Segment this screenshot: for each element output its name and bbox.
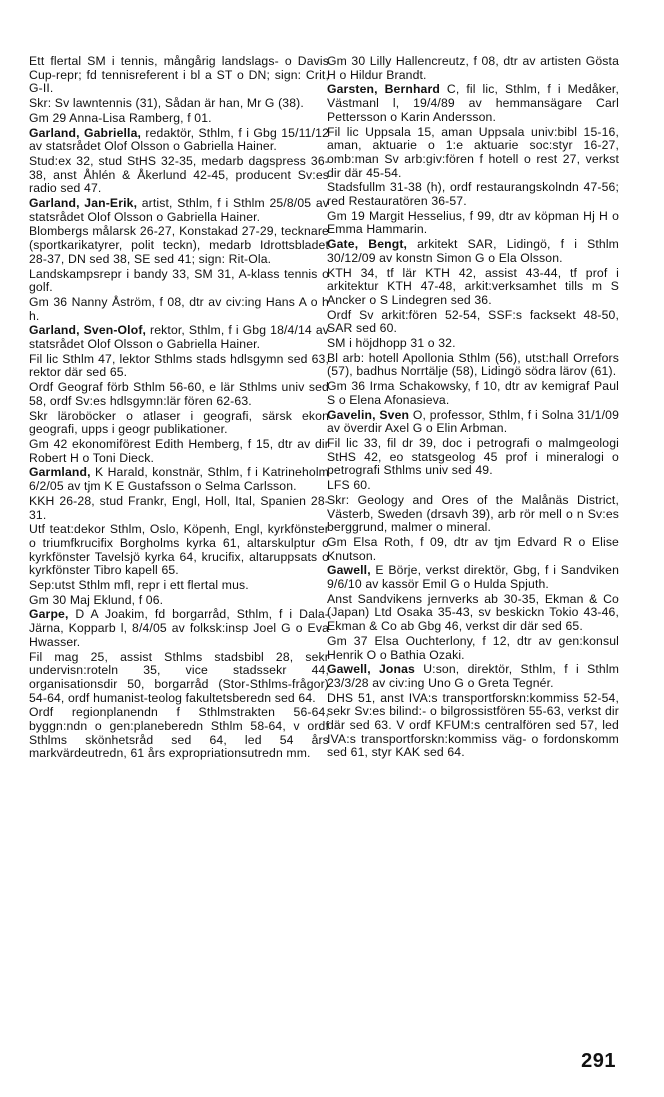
entry-paragraph [327, 692, 619, 761]
left-column [29, 55, 329, 762]
entry-text: Blombergs målarsk 26-27, Konstakad 27-29, tecknare (sportkarikatyrer, polit teckn), medarb Idrottsbladet 28-37, DN sed 38, SE sed 41; sign: Rit-Ola. [29, 224, 329, 266]
entry-text: arkitekt SAR, Lidingö, f i Sthlm 30/12/09 av konstn Simon G o Ela Olsson. [327, 237, 619, 265]
entry-text: Skr läroböcker o atlaser i geografi, särsk ekon geografi, upps i geogr publikationer. [29, 408, 329, 437]
entry-paragraph [327, 564, 619, 591]
entry-paragraph [29, 466, 329, 493]
entry-text: Gm 30 Lilly Hallencreutz, f 08, dtr av artisten Gösta H o Hildur Brandt. [327, 54, 619, 82]
entry-text: Bl arb: hotell Apollonia Sthlm (56), utst:hall Orrefors (57), badhus Norrtälje (58), Lidingö södra lärov (61). [327, 350, 619, 379]
entry-text: Gm Elsa Roth, f 09, dtr av tjm Edvard R o Elise Knutson. [327, 534, 619, 563]
entry-text: K Harald, konstnär, Sthlm, f i Katrineholm 6/2/05 av tjm K E Gustafsson o Selma Carlsson. [29, 465, 329, 494]
entry-paragraph [327, 663, 619, 690]
entry-paragraph [327, 83, 619, 124]
entry-text: Gm 36 Irma Schakowsky, f 10, dtr av kemigraf Paul S o Elena Afonasieva. [327, 379, 619, 407]
entry-text: Gm 36 Nanny Åström, f 08, dtr av civ:ing Hans A o h h. [29, 294, 329, 323]
entry-text: Ordf Sv arkit:fören 52-54, SSF:s facksekt 48-50, SAR sed 60. [327, 307, 619, 336]
entry-paragraph [29, 324, 329, 351]
entry-paragraph [29, 523, 329, 578]
entry-paragraph [327, 479, 619, 493]
entry-paragraph [327, 181, 619, 208]
entry-text: Fil mag 25, assist Sthlms stadsbibl 28, sekr undervisn:roteln 35, vice stadssekr 44, organisationsdir 50, borgarråd (Stor-Sthlms-frågor) 54-64, ordf humanist-teolog fakultetsberedn sed 64. [29, 649, 329, 705]
entry-paragraph [327, 267, 619, 308]
entry-paragraph [29, 594, 329, 608]
entry-text: SM i höjdhopp 31 o 32. [327, 336, 456, 351]
entry-name: Gavelin, Sven [327, 407, 410, 422]
entry-paragraph [29, 127, 329, 154]
entry-text: U:son, direktör, Sthlm, f i Sthlm 23/3/28 av civ:ing Uno G o Greta Tegnér. [327, 662, 620, 690]
entry-text: Ordf Geograf förb Sthlm 56-60, e lär Sthlms univ sed 58, ordf Sv:es hdlsgymn:lär fören 62-63. [29, 380, 329, 408]
entry-text: Anst Sandvikens jernverks ab 30-35, Ekman & Co (Japan) Ltd Osaka 35-43, sv beskickn Tokio 43-46, Ekman & Co ab Gbg 46, verkst dir där sed 65. [327, 591, 619, 634]
entry-text: Gm 37 Elsa Ouchterlony, f 12, dtr av gen:konsul Henrik O o Bathia Ozaki. [327, 633, 619, 662]
entry-text: DHS 51, anst IVA:s transportforskn:kommiss 52-54, sekr Sv:es bilind:- o bilgrossistfören 55-63, verkst dir där sed 63. V ordf KFUM:s centralfören sed 57, led IVA:s transportforskn:kommiss väg- o fordonskomm sed 61, styr KAK sed 64. [327, 690, 619, 760]
page-number: 291 [581, 1050, 616, 1072]
entry-text: KKH 26-28, stud Frankr, Engl, Holl, Ital, Spanien 28-31. [29, 493, 329, 522]
entry-paragraph [327, 210, 619, 237]
entry-text: D A Joakim, fd borgarråd, Sthlm, f i Dala-Järna, Kopparb l, 8/4/05 av folksk:insp Joel G o Eva Hwasser. [29, 607, 329, 649]
entry-paragraph [29, 381, 329, 408]
entry-paragraph [327, 437, 619, 478]
entry-text: Skr: Sv lawntennis (31), Sådan är han, Mr G (38). [29, 96, 304, 111]
entry-text: O, professor, Sthlm, f i Solna 31/1/09 av överdir Axel G o Elin Arbman. [327, 407, 620, 436]
entry-paragraph [327, 409, 619, 436]
entry-paragraph [29, 651, 329, 706]
entry-name: Gawell, Jonas [327, 662, 415, 677]
entry-name: Garmland, [29, 465, 91, 480]
entry-paragraph [29, 608, 329, 649]
entry-name: Garsten, Bernhard [327, 82, 440, 97]
entry-paragraph [327, 238, 619, 265]
entry-paragraph [29, 296, 329, 323]
entry-text: Gm 29 Anna-Lisa Ramberg, f 01. [29, 110, 212, 125]
entry-name: Garland, Jan-Erik, [29, 196, 138, 211]
entry-text: Fil lic Uppsala 15, aman Uppsala univ:bibl 15-16, aman, aktuarie o 1:e aktuarie soc:styr 16-27, omb:man Sv arb:giv:fören f hotell o rest 27, verkst dir där 45-54. [327, 124, 619, 180]
entry-text: E Börje, verkst direktör, Gbg, f i Sandviken 9/6/10 av kassör Emil G o Hulda Spjuth. [327, 563, 619, 592]
entry-paragraph [29, 410, 329, 437]
entry-text: artist, Sthlm, f i Sthlm 25/8/05 av statsrådet Olof Olsson o Gabriella Hainer. [29, 196, 329, 224]
entry-name: Garland, Sven-Olof, [29, 323, 147, 338]
entry-name: Gate, Bengt, [327, 237, 408, 252]
entry-paragraph [327, 55, 619, 82]
entry-paragraph [327, 380, 619, 407]
entry-text: C, fil lic, Sthlm, f i Medåker, Västmanl l, 19/4/89 av hemmansägare Carl Pettersson o Karin Andersson. [327, 82, 620, 124]
entry-paragraph [327, 309, 619, 336]
entry-paragraph [29, 579, 329, 593]
entry-paragraph [29, 112, 329, 126]
entry-paragraph [29, 97, 329, 111]
entry-text: redaktör, Sthlm, f i Gbg 15/11/12 av statsrådet Olof Olsson o Gabriella Hainer. [29, 125, 329, 154]
entry-paragraph [327, 352, 619, 379]
entry-paragraph [327, 593, 619, 634]
entry-text: Ett flertal SM i tennis, mångårig landslags- o Davis Cup-repr; fd tennisreferent i bl a ST o DN; sign: Crit, G-II. [29, 54, 329, 96]
entry-text: rektor, Sthlm, f i Gbg 18/4/14 av statsrådet Olof Olsson o Gabriella Hainer. [29, 323, 329, 352]
entry-name: Gawell, [327, 563, 371, 578]
entry-text: Ordf regionplanendn f Sthlmstrakten 56-64, byggn:ndn o gen:planeberedn Sthlm 58-64, v ordf Sthlms skönhetsråd sed 64, led 54 års markvärdeutredn, 61 års expropriationsutredn mm. [29, 705, 329, 761]
entry-paragraph [29, 353, 329, 380]
entry-paragraph [29, 55, 329, 96]
entry-text: Skr: Geology and Ores of the Malånäs District, Västerb, Sweden (drsavh 39), arb rör mell o n Sv:es berggrund, malmer o mineral. [327, 492, 619, 535]
entry-text: Fil lic 33, fil dr 39, doc i petrografi o malmgeologi StHS 42, eo statsgeolog 45 prof i mineralogi o petrografi Sthlms univ sed 49. [327, 435, 619, 478]
entry-paragraph [327, 126, 619, 181]
entry-text: Sep:utst Sthlm mfl, repr i ett flertal mus. [29, 578, 249, 593]
entry-paragraph [327, 536, 619, 563]
entry-name: Garland, Gabriella, [29, 125, 142, 140]
entry-text: Gm 30 Maj Eklund, f 06. [29, 592, 164, 607]
entry-text: Stud:ex 32, stud StHS 32-35, medarb dagspress 36-38, anst Åhlén & Åkerlund 42-45, producent Sv:es radio sed 47. [29, 153, 329, 196]
entry-paragraph [327, 494, 619, 535]
entry-paragraph [29, 706, 329, 761]
entry-name: Garpe, [29, 607, 69, 622]
entry-text: Fil lic Sthlm 47, lektor Sthlms stads hdlsgymn sed 63, rektor där sed 65. [29, 351, 329, 380]
entry-paragraph [29, 495, 329, 522]
entry-paragraph [29, 155, 329, 196]
entry-text: Gm 42 ekonomiförest Edith Hemberg, f 15, dtr av dir Robert H o Toni Dieck. [29, 436, 329, 465]
entry-text: LFS 60. [327, 478, 371, 493]
entry-paragraph [29, 197, 329, 224]
entry-paragraph [327, 635, 619, 662]
entry-paragraph [29, 438, 329, 465]
entry-text: Stadsfullm 31-38 (h), ordf restaurangskolndn 47-56; red Restauratören 36-57. [327, 180, 619, 209]
entry-paragraph [29, 225, 329, 266]
entry-text: KTH 34, tf lär KTH 42, assist 43-44, tf prof i arkitektur KTH 47-48, arkit:verksamhet tills m S Ancker o S Lindegren sed 36. [327, 265, 619, 307]
entry-paragraph [327, 337, 619, 351]
entry-text: Utf teat:dekor Sthlm, Oslo, Köpenh, Engl, kyrkfönster o triumfkrucifix Borgholms kyrka 61, altarskulptur o kyrkfönster Tavelsjö kyrka 64, krucifix, altaruppsats o kyrkfönster Tibro kapell 65. [29, 522, 329, 578]
entry-paragraph [29, 268, 329, 295]
entry-text: Gm 19 Margit Hesselius, f 99, dtr av köpman Hj H o Emma Hammarin. [327, 208, 619, 237]
right-column [327, 55, 619, 761]
entry-text: Landskampsrepr i bandy 33, SM 31, A-klass tennis o golf. [29, 266, 329, 295]
